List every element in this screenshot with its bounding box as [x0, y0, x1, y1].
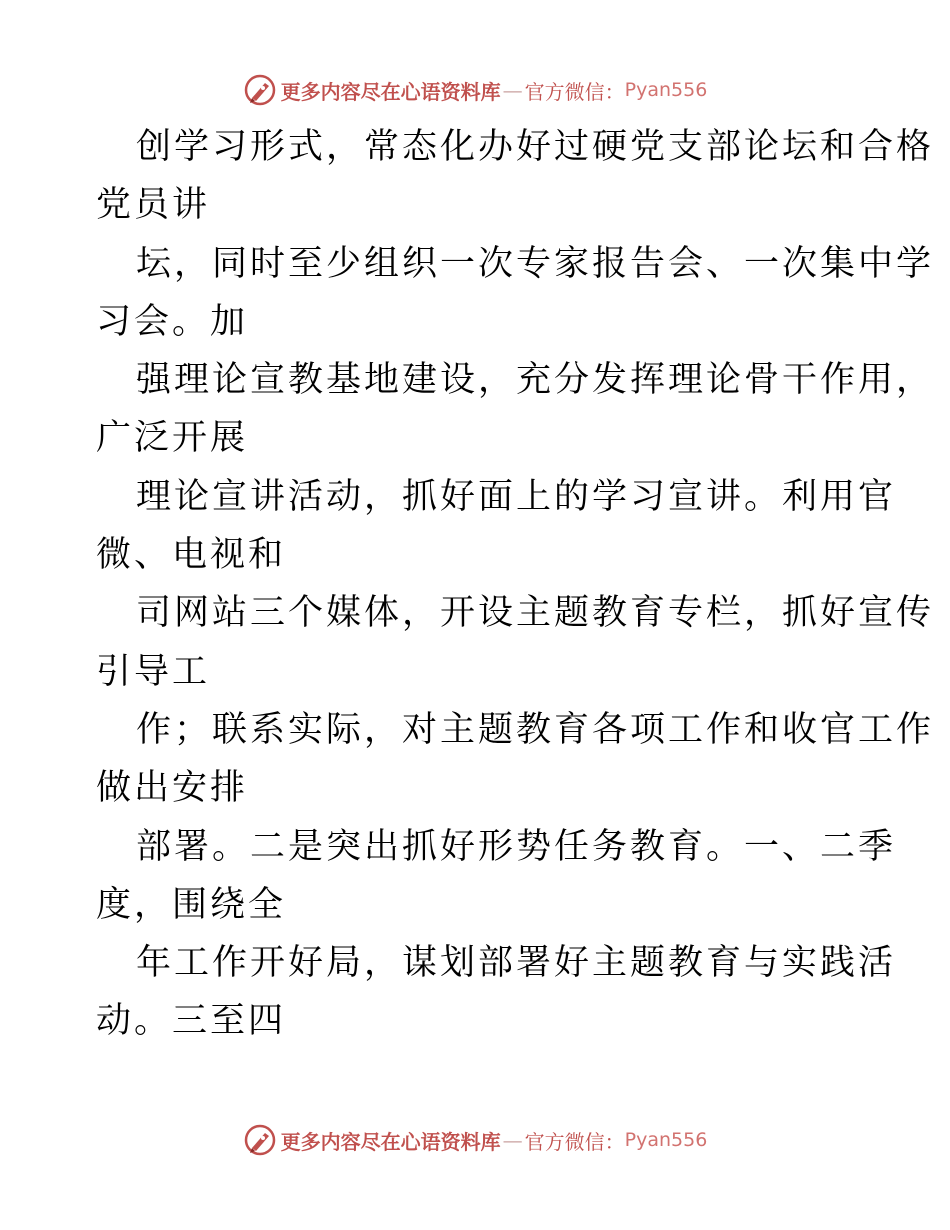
body-line: 坛，同时至少组织一次专家报告会、一次集中学	[136, 243, 935, 284]
header-banner-text: 更多内容尽在心语资料库	[280, 79, 501, 104]
body-line: 党员讲	[96, 185, 211, 226]
body-line: 创学习形式，常态化办好过硬党支部论坛和合格	[136, 127, 935, 167]
footer-banner-text: 更多内容尽在心语资料库	[280, 1129, 501, 1154]
body-text	[96, 118, 935, 1051]
header-wechat-label: 官方微信：	[524, 79, 625, 104]
body-line: 引导工	[96, 651, 211, 692]
body-line: 微、电视和	[96, 535, 287, 576]
header-wechat-id: Pyan556	[624, 79, 708, 101]
header-banner	[0, 70, 950, 110]
footer-wechat-id: Pyan556	[624, 1129, 708, 1151]
body-line: 部署。二是突出抓好形势任务教育。一、二季	[136, 826, 897, 867]
footer-wechat-label: 官方微信：	[524, 1129, 625, 1154]
pen-logo-icon	[243, 73, 277, 107]
body-line: 广泛开展	[96, 418, 249, 459]
body-line: 司网站三个媒体，开设主题教育专栏，抓好宣传	[136, 593, 935, 634]
body-line: 作；联系实际，对主题教育各项工作和收官工作	[136, 709, 935, 750]
body-line: 动。三至四	[96, 1001, 287, 1042]
body-line: 度，围绕全	[96, 884, 287, 925]
body-line: 年工作开好局，谋划部署好主题教育与实践活	[136, 943, 897, 984]
body-line: 理论宣讲活动，抓好面上的学习宣讲。利用官	[136, 476, 897, 517]
header-banner-dash: —	[502, 78, 523, 102]
pen-logo-icon	[243, 1123, 277, 1157]
body-line: 强理论宣教基地建设，充分发挥理论骨干作用，	[136, 360, 935, 401]
body-line: 习会。加	[96, 301, 249, 342]
footer-banner	[0, 1120, 950, 1160]
footer-banner-dash: —	[502, 1128, 523, 1152]
body-line: 做出安排	[96, 768, 249, 809]
